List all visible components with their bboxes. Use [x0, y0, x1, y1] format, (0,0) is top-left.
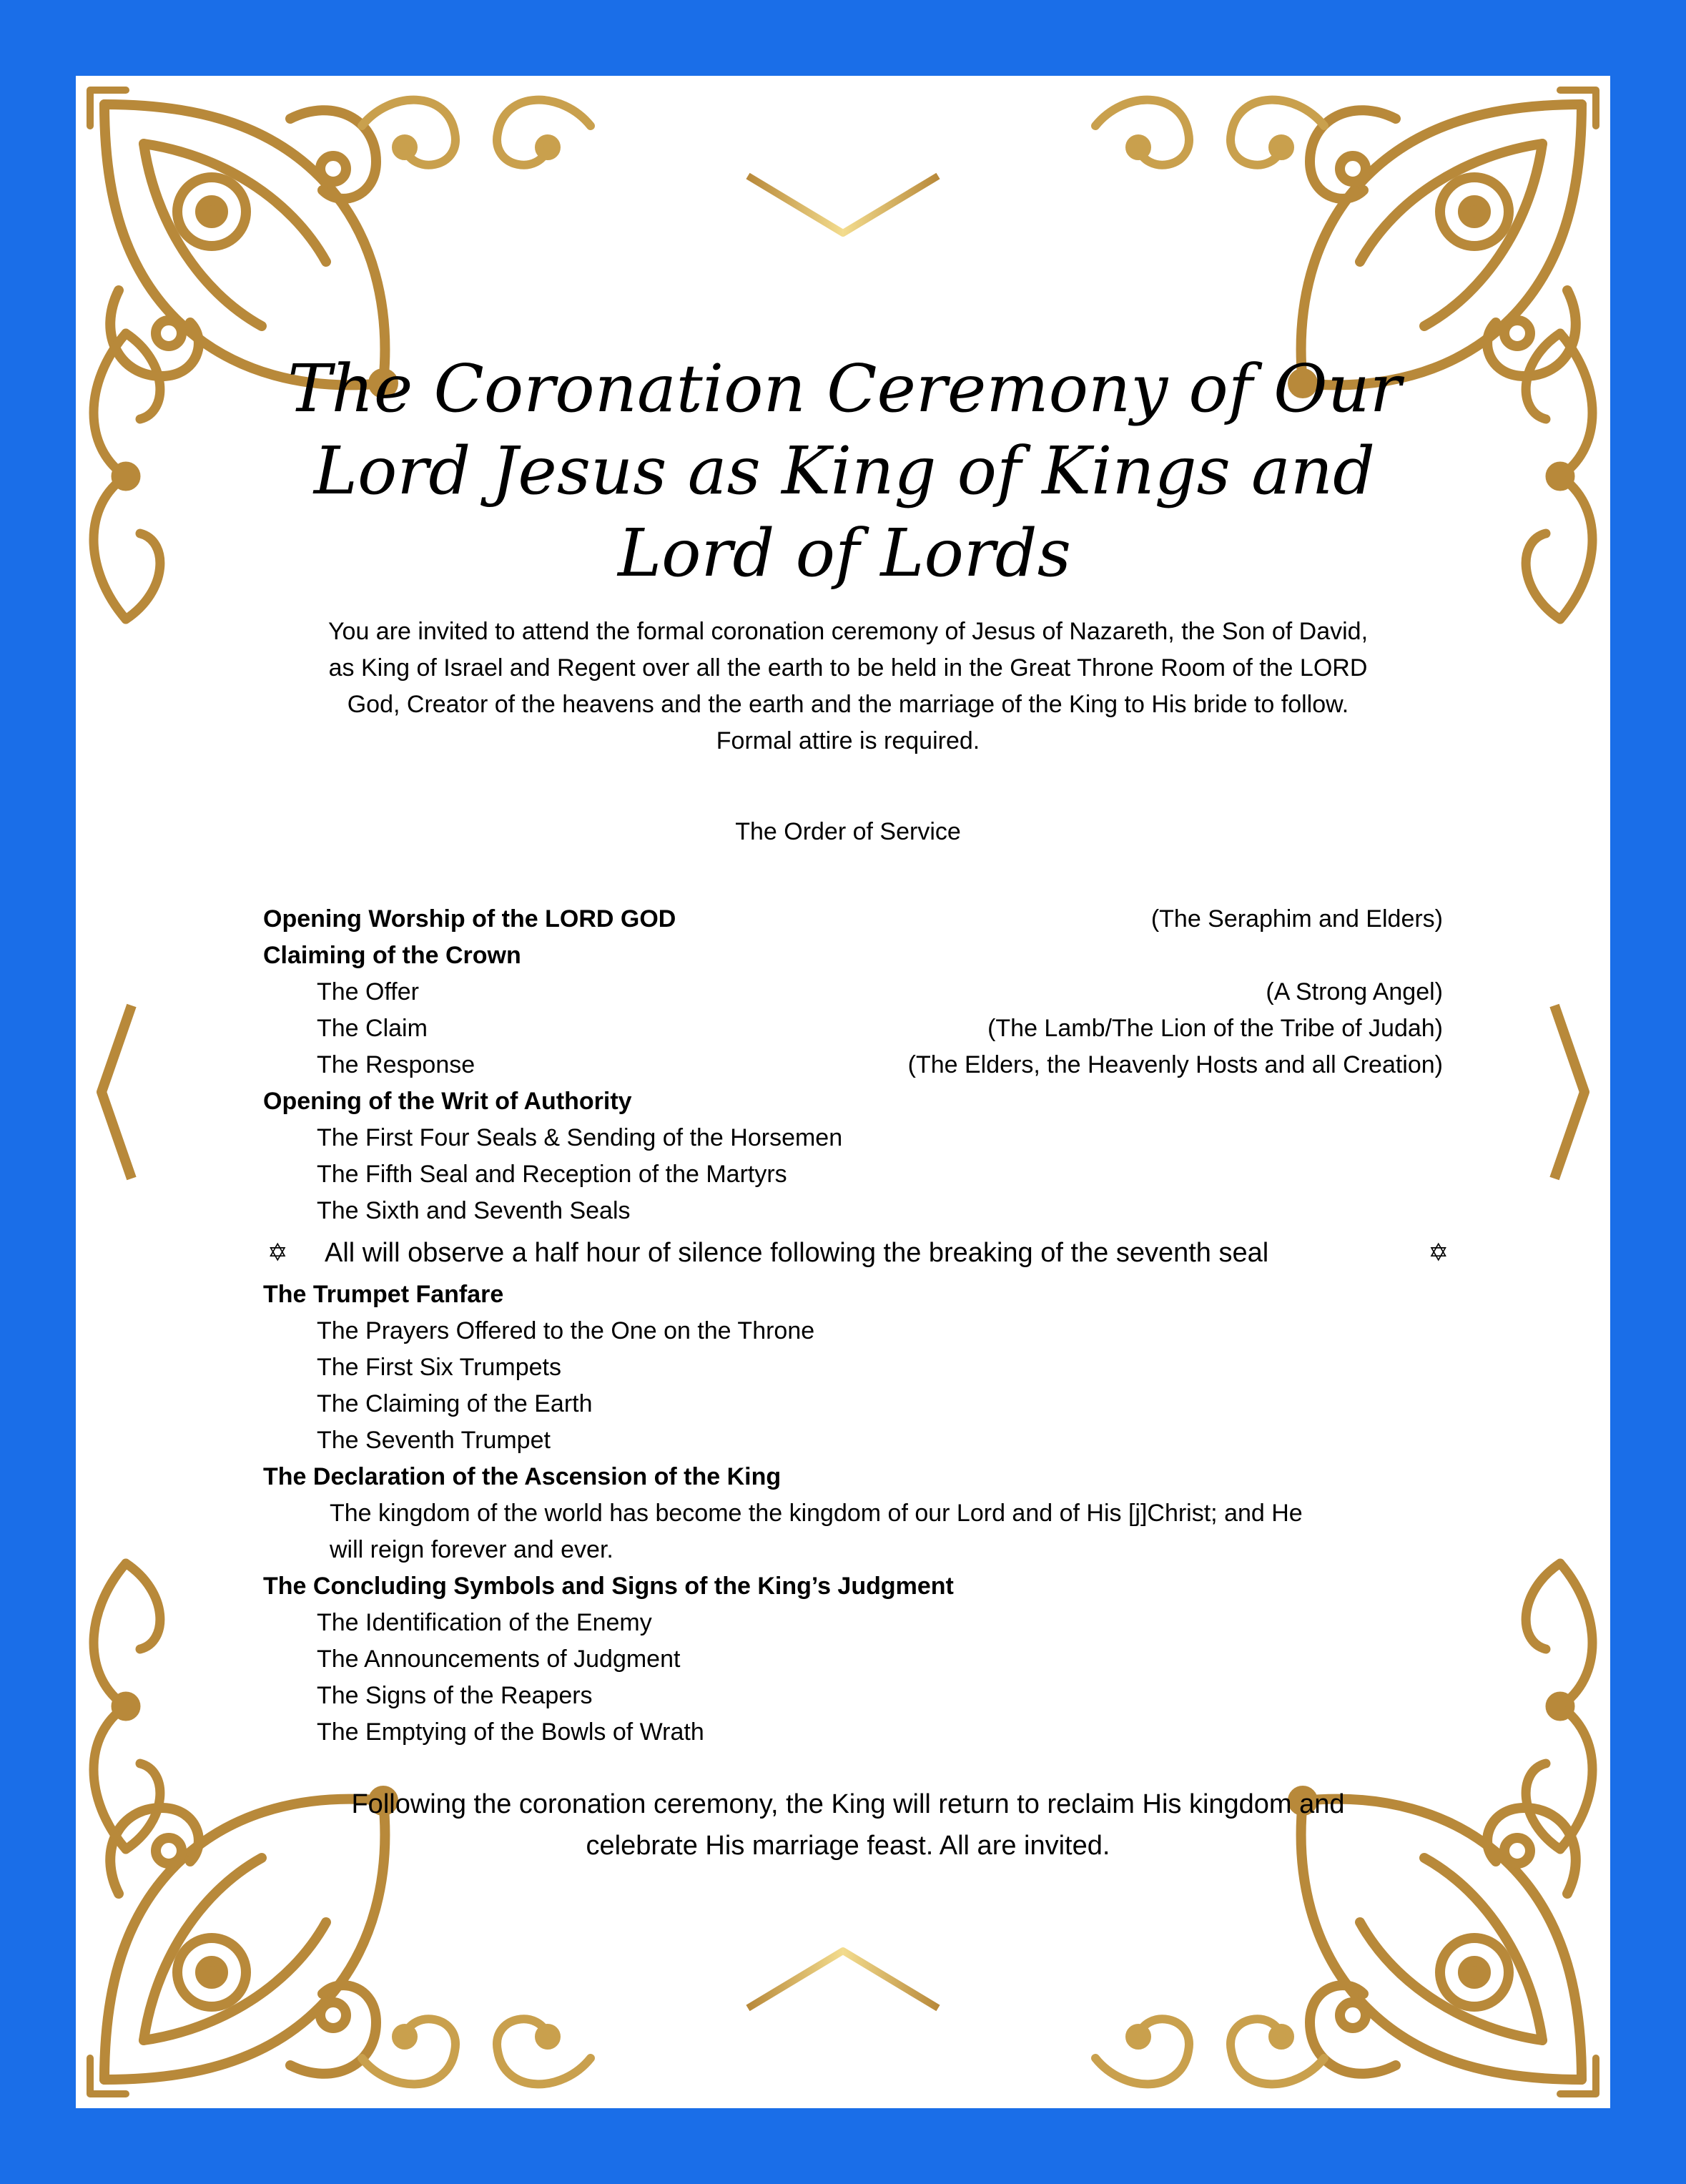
item-label: The Claiming of the Earth [317, 1390, 593, 1417]
section-label: Opening Worship of the LORD GOD [263, 905, 676, 933]
performer-label: (A Strong Angel) [1266, 978, 1443, 1005]
title-line: Lord Jesus as King of Kings and [313, 433, 1376, 509]
list-item [263, 1386, 1443, 1422]
page-title [240, 348, 1449, 594]
performer-label: (The Seraphim and Elders) [1150, 905, 1443, 933]
invitation-text [255, 614, 1441, 759]
item-label: The Fifth Seal and Reception of the Martyrs [317, 1161, 787, 1188]
section-label: The Declaration of the Ascension of the King [263, 1463, 782, 1490]
item-label: The Announcements of Judgment [317, 1646, 681, 1673]
closing-line: Following the coronation ceremony, the King will return to reclaim His kingdom and [351, 1789, 1345, 1819]
invitation-line: You are invited to attend the formal coronation ceremony of Jesus of Nazareth, the Son of David, [327, 618, 1369, 645]
invitation-line: God, Creator of the heavens and the earth and the marriage of the King to His bride to follow. [347, 691, 1349, 718]
list-item [263, 1678, 1443, 1714]
item-label: The Sixth and Seventh Seals [317, 1197, 631, 1224]
ascension-declaration [263, 1495, 1443, 1568]
declaration-line: The kingdom of the world has become the kingdom of our Lord and of His [j]Christ; and He [330, 1500, 1303, 1527]
section-label: The Trumpet Fanfare [263, 1281, 504, 1308]
list-item [263, 974, 1443, 1010]
list-item [263, 1156, 1443, 1193]
silence-note-text: All will observe a half hour of silence following the breaking of the seventh seal [325, 1238, 1269, 1268]
section-opening-worship [263, 901, 1443, 938]
list-item [263, 1714, 1443, 1751]
invitation-page [76, 76, 1610, 2108]
list-item [263, 1047, 1443, 1083]
list-item [263, 1313, 1443, 1349]
declaration-line: will reign forever and ever. [330, 1536, 613, 1563]
section-ascension [263, 1459, 1443, 1495]
list-item [263, 1193, 1443, 1229]
invitation-line: Formal attire is required. [716, 727, 980, 754]
list-item [263, 1010, 1443, 1047]
list-item [263, 1641, 1443, 1678]
item-label: The Claim [317, 1015, 428, 1042]
section-trumpet-fanfare [263, 1277, 1443, 1313]
title-line: Lord of Lords [618, 515, 1071, 591]
list-item [263, 1349, 1443, 1386]
item-label: The Prayers Offered to the One on the Throne [317, 1317, 815, 1344]
section-judgment [263, 1568, 1443, 1605]
performer-label: (The Elders, the Heavenly Hosts and all Creation) [907, 1051, 1443, 1078]
closing-text [255, 1784, 1441, 1866]
closing-line: celebrate His marriage feast. All are invited. [586, 1831, 1110, 1861]
section-label: Claiming of the Crown [263, 942, 521, 969]
item-label: The Identification of the Enemy [317, 1609, 652, 1636]
title-line: The Coronation Ceremony of Our [287, 350, 1401, 427]
list-item [263, 1605, 1443, 1641]
item-label: The First Six Trumpets [317, 1354, 561, 1381]
item-label: The First Four Seals & Sending of the Horsemen [317, 1124, 843, 1151]
star-of-david-icon: ✡ [1428, 1239, 1449, 1266]
order-of-service-heading: The Order of Service [735, 818, 961, 845]
item-label: The Response [317, 1051, 475, 1078]
invitation-line: as King of Israel and Regent over all the earth to be held in the Great Throne Room of the LORD [328, 654, 1368, 682]
star-of-david-icon: ✡ [267, 1239, 288, 1266]
section-label: The Concluding Symbols and Signs of the King’s Judgment [263, 1573, 954, 1600]
order-of-service-list [263, 901, 1449, 1751]
item-label: The Seventh Trumpet [317, 1427, 551, 1454]
item-label: The Emptying of the Bowls of Wrath [317, 1718, 704, 1746]
performer-label: (The Lamb/The Lion of the Tribe of Judah) [987, 1015, 1443, 1042]
list-item [263, 1120, 1443, 1156]
item-label: The Signs of the Reapers [317, 1682, 593, 1709]
list-item [263, 1422, 1443, 1459]
silence-note [263, 1229, 1449, 1277]
section-claiming-crown [263, 938, 1443, 974]
item-label: The Offer [317, 978, 419, 1005]
section-label: Opening of the Writ of Authority [263, 1088, 632, 1115]
section-writ-authority [263, 1083, 1443, 1120]
